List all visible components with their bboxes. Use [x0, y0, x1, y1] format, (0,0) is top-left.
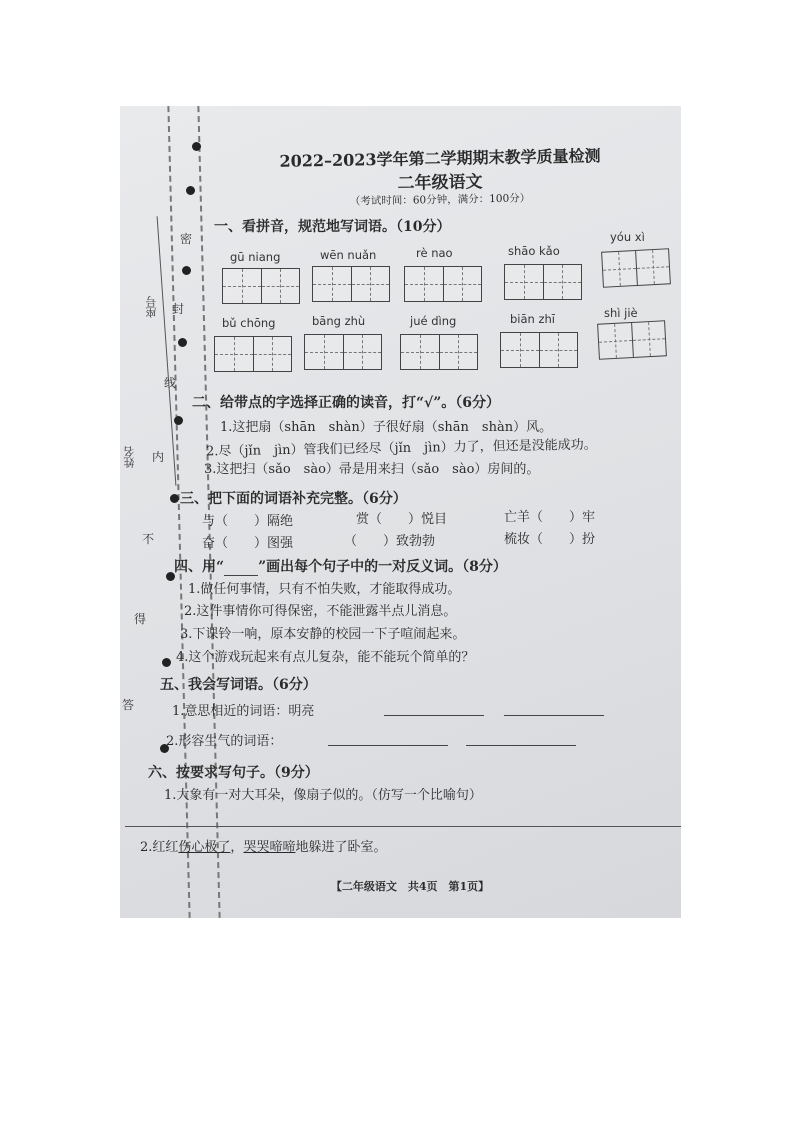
section2-item: 3.这把扫（sǎo sào）帚是用来扫（sǎo sào）房间的。 — [204, 462, 540, 477]
answer-blank[interactable] — [466, 732, 576, 746]
write-grid[interactable] — [312, 266, 390, 302]
pinyin-label: wēn nuǎn — [320, 248, 377, 262]
item2-underlined: 哭哭啼啼 — [243, 840, 296, 855]
section6-item2 — [140, 836, 386, 855]
section5-item: 2.形容生气的词语： — [166, 734, 283, 749]
section3-item: （ ）致勃勃 — [344, 534, 436, 549]
item2-text: ， — [230, 840, 244, 855]
section6-heading: 六、按要求写句子。（9分） — [148, 765, 319, 781]
seal-char: 密 — [180, 232, 193, 246]
binding-hole — [162, 658, 171, 667]
section3-item: 奋（ ）图强 — [202, 536, 294, 551]
item2-text: 2.红红 — [140, 840, 179, 855]
write-grid[interactable] — [214, 336, 292, 372]
underline-sample — [224, 562, 258, 576]
binding-hole — [182, 266, 191, 275]
section4-heading-pre: 四、用“ — [174, 559, 225, 575]
section3-heading: 三、把下面的词语补充完整。（6分） — [180, 491, 407, 507]
section4-heading-post: ”画出每个句子中的一对反义词。（8分） — [258, 559, 507, 575]
write-grid[interactable] — [304, 334, 382, 370]
section2-heading: 二、给带点的字选择正确的读音，打“√”。（6分） — [192, 395, 501, 411]
write-grid[interactable] — [500, 332, 578, 368]
section3-item: 梳妆（ ）扮 — [504, 532, 596, 547]
answer-blank[interactable] — [504, 702, 604, 716]
pinyin-label: biān zhī — [510, 312, 556, 326]
page-footer: 【二年级语文 共4页 第1页】 — [330, 880, 490, 893]
write-grid[interactable] — [597, 320, 667, 360]
section4-item: 2.这件事情你可得保密，不能泄露半点儿消息。 — [184, 604, 457, 619]
write-grid[interactable] — [400, 334, 478, 370]
section5-heading: 五、我会写词语。（6分） — [160, 677, 317, 693]
divider-line — [125, 826, 681, 827]
student-name-label: 姓名 — [123, 446, 136, 468]
pinyin-label: gū niang — [230, 250, 281, 264]
pinyin-label: jué dìng — [410, 314, 457, 328]
section2-item: 1.这把扇（shān shàn）子很好扇（shān shàn）风。 — [220, 420, 553, 435]
seal-char: 得 — [134, 612, 147, 626]
answer-blank[interactable] — [328, 732, 448, 746]
section4-item: 4.这个游戏玩起来有点儿复杂，能不能玩个简单的？ — [176, 650, 475, 665]
exam-paper — [120, 106, 681, 918]
section1-heading: 一、看拼音，规范地写词语。（10分） — [214, 219, 451, 235]
seal-char: 不 — [142, 532, 155, 546]
seal-char: 线 — [164, 376, 177, 390]
pinyin-label: shì jiè — [604, 306, 638, 320]
pinyin-label: yóu xì — [610, 230, 645, 244]
section3-item: 赏（ ）悦目 — [356, 512, 448, 527]
write-grid[interactable] — [222, 268, 300, 304]
section3-item: 亡羊（ ）牢 — [504, 510, 596, 525]
pinyin-label: shāo kǎo — [508, 244, 560, 258]
seal-char: 内 — [152, 450, 165, 464]
write-grid[interactable] — [504, 264, 582, 300]
pinyin-label: bǔ chōng — [222, 316, 276, 330]
section2-item: 2.尽（jǐn jìn）管我们已经尽（jǐn jìn）力了，但还是没能成功。 — [205, 437, 597, 460]
binding-hole — [186, 186, 195, 195]
section4-item: 1.做任何事情，只有不怕失败，才能取得成功。 — [188, 582, 461, 597]
exam-subtitle: 二年级语文 — [397, 172, 483, 194]
item2-underlined: 伤心极了 — [178, 840, 231, 855]
section5-item: 1.意思相近的词语：明亮 — [172, 704, 315, 719]
write-grid[interactable] — [404, 266, 482, 302]
section4-heading — [174, 556, 507, 576]
write-grid[interactable] — [601, 248, 671, 288]
seat-number-label: 座号 — [145, 296, 158, 318]
binding-hole — [170, 494, 179, 503]
answer-blank[interactable] — [384, 702, 484, 716]
section3-item: 与（ ）隔绝 — [202, 514, 294, 529]
pinyin-label: rè nao — [416, 246, 453, 260]
binding-hole — [174, 416, 183, 425]
exam-note: （考试时间：60分钟，满分：100分） — [349, 192, 531, 208]
item2-text: 地躲进了卧室。 — [295, 840, 387, 855]
exam-title: 2022–2023学年第二学期期末教学质量检测 — [279, 146, 601, 171]
seal-char: 答 — [122, 698, 135, 712]
pinyin-label: bāng zhù — [312, 314, 366, 328]
section4-item: 3.下课铃一响，原本安静的校园一下子喧闹起来。 — [180, 627, 466, 642]
binding-hole — [178, 338, 187, 347]
section6-item1: 1.大象有一对大耳朵，像扇子似的。（仿写一个比喻句） — [164, 788, 482, 803]
binding-hole — [192, 142, 201, 151]
seal-char: 封 — [172, 302, 185, 316]
